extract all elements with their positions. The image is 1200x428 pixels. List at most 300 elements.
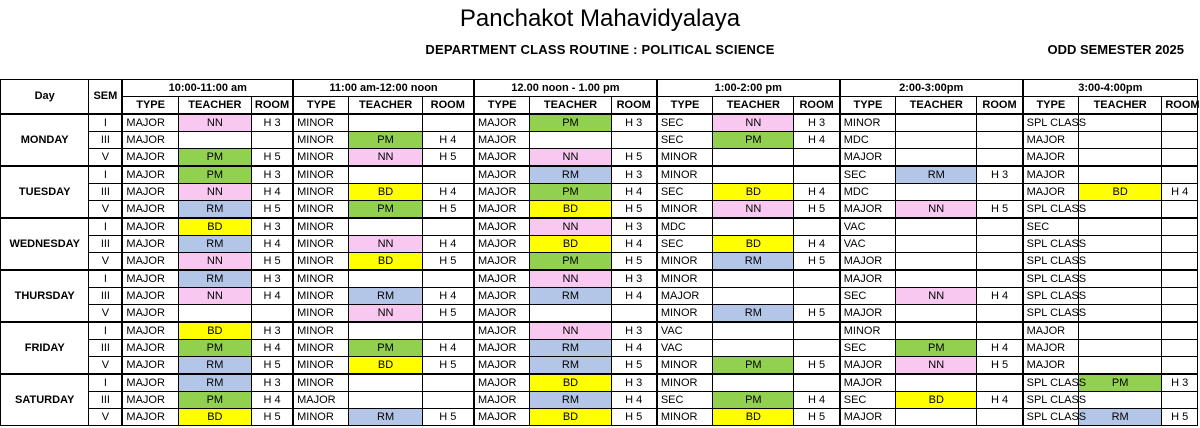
teacher-cell: NN — [713, 201, 794, 219]
type-cell: MINOR — [293, 166, 349, 184]
type-cell: MINOR — [840, 114, 896, 132]
type-cell: MAJOR — [122, 392, 178, 409]
teacher-column-header: TEACHER — [896, 97, 977, 115]
teacher-cell: PM — [713, 357, 794, 375]
type-cell: SEC — [657, 236, 713, 253]
type-cell: MAJOR — [474, 201, 530, 219]
room-cell: H 4 — [611, 340, 657, 357]
room-cell — [251, 132, 293, 149]
teacher-cell: BD — [713, 184, 794, 201]
room-cell: H 5 — [794, 357, 840, 375]
type-cell: MAJOR — [122, 184, 178, 201]
room-cell — [794, 288, 840, 305]
semester-label: ODD SEMESTER 2025 — [1047, 42, 1184, 57]
teacher-cell — [1079, 166, 1162, 184]
type-cell: MAJOR — [122, 218, 178, 236]
type-cell: MAJOR — [293, 392, 349, 409]
sem-column-header: SEM — [89, 80, 123, 115]
teacher-cell: NN — [896, 288, 977, 305]
day-label: SATURDAY — [1, 374, 89, 426]
type-cell: SPL CLASS — [1023, 288, 1079, 305]
room-cell: H 5 — [251, 149, 293, 167]
day-label: TUESDAY — [1, 166, 89, 218]
time-slot-header: 2:00-3:00pm — [840, 80, 1023, 97]
type-cell: MINOR — [657, 149, 713, 167]
room-cell: H 4 — [611, 184, 657, 201]
type-cell: MAJOR — [122, 201, 178, 219]
type-cell: VAC — [840, 218, 896, 236]
room-cell: H 4 — [251, 236, 293, 253]
table-row — [1, 149, 1198, 167]
room-cell: H 5 — [611, 253, 657, 271]
teacher-cell: PM — [178, 392, 251, 409]
room-cell: H 5 — [977, 201, 1023, 219]
teacher-cell: NN — [896, 357, 977, 375]
room-cell: H 3 — [794, 114, 840, 132]
room-cell — [977, 149, 1023, 167]
room-cell: H 4 — [422, 236, 474, 253]
routine-table — [0, 79, 1198, 426]
teacher-cell — [713, 149, 794, 167]
type-cell: MINOR — [293, 374, 349, 392]
teacher-cell — [530, 305, 611, 323]
type-cell: MAJOR — [840, 374, 896, 392]
sem-cell: V — [89, 253, 123, 271]
teacher-cell: BD — [349, 253, 422, 271]
room-cell — [1162, 270, 1198, 288]
teacher-cell: BD — [713, 236, 794, 253]
room-cell — [1162, 132, 1198, 149]
teacher-cell — [1079, 201, 1162, 219]
teacher-cell: PM — [530, 184, 611, 201]
page-title: Panchakot Mahavidyalaya — [459, 5, 741, 32]
room-cell: H 3 — [611, 322, 657, 340]
sem-cell: III — [89, 236, 123, 253]
type-column-header: TYPE — [1023, 97, 1079, 115]
type-cell: SEC — [657, 114, 713, 132]
teacher-cell — [349, 114, 422, 132]
teacher-cell — [713, 288, 794, 305]
room-cell: H 5 — [251, 357, 293, 375]
room-cell — [251, 305, 293, 323]
sem-cell: V — [89, 409, 123, 426]
teacher-column-header: TEACHER — [1079, 97, 1162, 115]
teacher-cell: BD — [713, 409, 794, 426]
teacher-cell — [349, 392, 422, 409]
teacher-cell: BD — [896, 392, 977, 409]
type-cell: MAJOR — [122, 340, 178, 357]
type-cell: MAJOR — [840, 357, 896, 375]
room-cell: H 5 — [422, 149, 474, 167]
type-cell: MAJOR — [122, 253, 178, 271]
type-cell: MINOR — [293, 357, 349, 375]
table-row — [1, 114, 1198, 132]
type-cell: MAJOR — [474, 236, 530, 253]
type-cell: VAC — [657, 340, 713, 357]
room-cell — [422, 166, 474, 184]
teacher-cell: NN — [178, 114, 251, 132]
type-cell: MAJOR — [474, 392, 530, 409]
type-cell: SEC — [840, 340, 896, 357]
room-cell — [422, 270, 474, 288]
teacher-cell — [349, 322, 422, 340]
type-cell: MAJOR — [1023, 184, 1079, 201]
sem-cell: III — [89, 184, 123, 201]
room-cell: H 3 — [611, 166, 657, 184]
room-cell: H 5 — [251, 409, 293, 426]
sem-cell: III — [89, 340, 123, 357]
table-row — [1, 392, 1198, 409]
type-cell: SPL CLASS — [1023, 374, 1079, 392]
type-cell: MAJOR — [840, 270, 896, 288]
type-cell: MAJOR — [474, 270, 530, 288]
teacher-cell: NN — [349, 149, 422, 167]
table-row — [1, 305, 1198, 323]
room-cell — [977, 270, 1023, 288]
teacher-cell: RM — [349, 288, 422, 305]
table-row — [1, 132, 1198, 149]
sem-cell: III — [89, 392, 123, 409]
room-cell — [794, 149, 840, 167]
room-cell — [977, 253, 1023, 271]
teacher-cell — [530, 132, 611, 149]
room-cell: H 3 — [977, 166, 1023, 184]
table-row — [1, 322, 1198, 340]
teacher-cell: NN — [896, 201, 977, 219]
teacher-cell: BD — [178, 409, 251, 426]
type-cell: MINOR — [657, 166, 713, 184]
teacher-cell — [1079, 149, 1162, 167]
room-cell: H 5 — [422, 357, 474, 375]
teacher-cell — [896, 149, 977, 167]
type-cell: SEC — [1023, 218, 1079, 236]
teacher-cell: BD — [349, 184, 422, 201]
header-row-columns — [1, 97, 1198, 115]
teacher-cell: NN — [178, 184, 251, 201]
room-cell — [1162, 340, 1198, 357]
room-cell: H 5 — [611, 409, 657, 426]
type-cell: SPL CLASS — [1023, 392, 1079, 409]
type-cell: MINOR — [293, 132, 349, 149]
room-cell — [611, 132, 657, 149]
type-column-header: TYPE — [840, 97, 896, 115]
room-cell: H 5 — [611, 357, 657, 375]
teacher-cell — [1079, 270, 1162, 288]
room-cell — [794, 340, 840, 357]
type-cell: MAJOR — [657, 288, 713, 305]
teacher-cell: NN — [713, 114, 794, 132]
day-column-header: Day — [1, 80, 89, 115]
teacher-cell: RM — [178, 236, 251, 253]
teacher-cell: NN — [530, 270, 611, 288]
room-column-header: ROOM — [611, 97, 657, 115]
teacher-cell: BD — [530, 201, 611, 219]
room-cell — [977, 409, 1023, 426]
room-cell — [1162, 305, 1198, 323]
type-cell: MAJOR — [474, 184, 530, 201]
teacher-cell — [349, 270, 422, 288]
teacher-cell — [896, 132, 977, 149]
type-cell: MAJOR — [122, 132, 178, 149]
room-cell: H 3 — [251, 114, 293, 132]
time-slot-header: 11:00 am-12:00 noon — [293, 80, 474, 97]
room-column-header: ROOM — [794, 97, 840, 115]
table-row — [1, 409, 1198, 426]
teacher-cell — [1079, 340, 1162, 357]
type-cell: MINOR — [293, 253, 349, 271]
type-cell: MAJOR — [122, 270, 178, 288]
room-cell: H 3 — [251, 270, 293, 288]
teacher-cell — [896, 218, 977, 236]
teacher-cell: RM — [178, 374, 251, 392]
type-column-header: TYPE — [657, 97, 713, 115]
room-cell — [1162, 357, 1198, 375]
type-cell: MAJOR — [122, 374, 178, 392]
room-cell — [977, 132, 1023, 149]
teacher-cell: RM — [530, 166, 611, 184]
type-cell: MAJOR — [122, 322, 178, 340]
type-column-header: TYPE — [293, 97, 349, 115]
day-label: WEDNESDAY — [1, 218, 89, 270]
table-row — [1, 270, 1198, 288]
teacher-cell: NN — [178, 288, 251, 305]
room-cell: H 4 — [794, 132, 840, 149]
room-cell: H 5 — [422, 305, 474, 323]
teacher-cell: PM — [1079, 374, 1162, 392]
room-cell: H 4 — [977, 288, 1023, 305]
teacher-cell — [349, 374, 422, 392]
type-cell: MDC — [840, 184, 896, 201]
type-column-header: TYPE — [474, 97, 530, 115]
type-cell: MAJOR — [122, 409, 178, 426]
room-cell: H 4 — [611, 392, 657, 409]
type-cell: MINOR — [293, 270, 349, 288]
sem-cell: I — [89, 166, 123, 184]
type-cell: MAJOR — [122, 305, 178, 323]
type-cell: SPL CLASS — [1023, 236, 1079, 253]
room-cell — [1162, 236, 1198, 253]
room-cell: H 4 — [251, 392, 293, 409]
room-cell: H 4 — [611, 288, 657, 305]
type-cell: SPL CLASS — [1023, 253, 1079, 271]
room-cell: H 4 — [611, 236, 657, 253]
room-cell — [977, 236, 1023, 253]
type-cell: SPL CLASS — [1023, 305, 1079, 323]
teacher-cell: RM — [713, 305, 794, 323]
type-cell: MAJOR — [1023, 340, 1079, 357]
room-cell: H 3 — [611, 218, 657, 236]
teacher-cell — [1079, 322, 1162, 340]
room-cell: H 5 — [794, 201, 840, 219]
room-cell: H 5 — [422, 201, 474, 219]
type-cell: MINOR — [657, 357, 713, 375]
room-cell — [611, 305, 657, 323]
teacher-cell — [713, 166, 794, 184]
teacher-cell — [713, 340, 794, 357]
teacher-cell: RM — [178, 201, 251, 219]
teacher-cell: RM — [178, 357, 251, 375]
type-cell: MAJOR — [840, 409, 896, 426]
type-cell: MAJOR — [474, 218, 530, 236]
type-cell: MINOR — [840, 322, 896, 340]
teacher-column-header: TEACHER — [349, 97, 422, 115]
teacher-cell: PM — [178, 166, 251, 184]
room-cell — [1162, 322, 1198, 340]
type-cell: MAJOR — [122, 149, 178, 167]
type-cell: MINOR — [293, 288, 349, 305]
room-cell — [977, 114, 1023, 132]
teacher-column-header: TEACHER — [178, 97, 251, 115]
teacher-cell — [896, 253, 977, 271]
room-column-header: ROOM — [1162, 97, 1198, 115]
room-cell — [1162, 114, 1198, 132]
type-cell: MAJOR — [474, 166, 530, 184]
teacher-cell — [178, 305, 251, 323]
type-cell: MAJOR — [1023, 322, 1079, 340]
teacher-cell: NN — [349, 305, 422, 323]
table-row — [1, 166, 1198, 184]
type-cell: MAJOR — [840, 253, 896, 271]
type-cell: MAJOR — [474, 340, 530, 357]
teacher-cell — [178, 132, 251, 149]
room-cell: H 5 — [251, 253, 293, 271]
room-cell — [794, 218, 840, 236]
teacher-cell — [896, 409, 977, 426]
type-cell: VAC — [840, 236, 896, 253]
type-cell: MAJOR — [122, 166, 178, 184]
type-cell: SPL CLASS — [1023, 114, 1079, 132]
teacher-cell — [1079, 253, 1162, 271]
teacher-cell: NN — [349, 236, 422, 253]
teacher-cell — [896, 236, 977, 253]
time-slot-header: 3:00-4:00pm — [1023, 80, 1198, 97]
room-cell: H 5 — [611, 149, 657, 167]
teacher-column-header: TEACHER — [713, 97, 794, 115]
type-cell: MINOR — [293, 149, 349, 167]
room-cell — [1162, 149, 1198, 167]
type-cell: MAJOR — [1023, 357, 1079, 375]
type-cell: SEC — [840, 166, 896, 184]
teacher-cell: PM — [530, 253, 611, 271]
type-cell: MAJOR — [122, 114, 178, 132]
type-cell: MINOR — [657, 270, 713, 288]
type-cell: SPL CLASS — [1023, 409, 1079, 426]
teacher-cell — [349, 218, 422, 236]
type-cell: MINOR — [657, 409, 713, 426]
type-cell: MINOR — [293, 305, 349, 323]
type-cell: MAJOR — [474, 132, 530, 149]
teacher-cell: RM — [530, 357, 611, 375]
type-cell: MDC — [657, 218, 713, 236]
type-cell: MINOR — [657, 305, 713, 323]
time-slot-header: 10:00-11:00 am — [122, 80, 293, 97]
table-row — [1, 374, 1198, 392]
type-cell: SEC — [657, 132, 713, 149]
type-cell: SEC — [657, 184, 713, 201]
room-cell — [422, 218, 474, 236]
sem-cell: V — [89, 149, 123, 167]
room-column-header: ROOM — [977, 97, 1023, 115]
teacher-cell: BD — [530, 374, 611, 392]
type-cell: MINOR — [293, 218, 349, 236]
page-subtitle: DEPARTMENT CLASS ROUTINE : POLITICAL SCIENCE — [425, 42, 775, 57]
day-label: FRIDAY — [1, 322, 89, 374]
type-cell: SEC — [840, 288, 896, 305]
teacher-cell: RM — [530, 288, 611, 305]
type-cell: SPL CLASS — [1023, 270, 1079, 288]
teacher-cell: PM — [178, 340, 251, 357]
teacher-cell: RM — [349, 409, 422, 426]
room-cell — [422, 374, 474, 392]
sem-cell: V — [89, 201, 123, 219]
teacher-cell — [349, 166, 422, 184]
type-cell: SPL CLASS — [1023, 201, 1079, 219]
teacher-cell — [1079, 357, 1162, 375]
room-cell — [1162, 201, 1198, 219]
room-cell: H 3 — [611, 374, 657, 392]
room-cell — [1162, 392, 1198, 409]
type-cell: MINOR — [657, 374, 713, 392]
sem-cell: I — [89, 114, 123, 132]
teacher-cell — [896, 322, 977, 340]
room-cell — [1162, 166, 1198, 184]
room-cell: H 5 — [251, 201, 293, 219]
room-cell — [794, 322, 840, 340]
teacher-cell — [896, 374, 977, 392]
room-cell — [794, 374, 840, 392]
teacher-cell: RM — [530, 392, 611, 409]
room-cell: H 3 — [251, 374, 293, 392]
type-cell: MINOR — [293, 114, 349, 132]
teacher-cell — [1079, 288, 1162, 305]
room-column-header: ROOM — [422, 97, 474, 115]
time-slot-header: 12.00 noon - 1.00 pm — [474, 80, 657, 97]
type-cell: MAJOR — [122, 357, 178, 375]
table-row — [1, 253, 1198, 271]
table-row — [1, 340, 1198, 357]
teacher-cell: BD — [178, 218, 251, 236]
teacher-cell — [896, 305, 977, 323]
type-cell: MINOR — [293, 184, 349, 201]
type-cell: MAJOR — [840, 149, 896, 167]
room-cell: H 4 — [251, 340, 293, 357]
type-cell: MAJOR — [474, 253, 530, 271]
room-cell: H 5 — [611, 201, 657, 219]
teacher-cell: RM — [713, 253, 794, 271]
teacher-cell: PM — [530, 114, 611, 132]
teacher-cell: PM — [713, 392, 794, 409]
teacher-cell — [1079, 305, 1162, 323]
table-row — [1, 288, 1198, 305]
teacher-cell: NN — [178, 253, 251, 271]
type-cell: MAJOR — [474, 149, 530, 167]
teacher-cell: BD — [530, 236, 611, 253]
teacher-cell — [713, 374, 794, 392]
teacher-cell: NN — [530, 149, 611, 167]
type-cell: MAJOR — [122, 236, 178, 253]
room-cell: H 4 — [251, 288, 293, 305]
type-cell: MINOR — [293, 409, 349, 426]
room-cell: H 4 — [422, 288, 474, 305]
room-cell: H 3 — [251, 166, 293, 184]
room-cell — [977, 374, 1023, 392]
type-cell: MAJOR — [840, 305, 896, 323]
room-cell: H 4 — [1162, 184, 1198, 201]
teacher-cell — [1079, 132, 1162, 149]
type-cell: SEC — [840, 392, 896, 409]
teacher-cell: PM — [349, 201, 422, 219]
teacher-cell: PM — [349, 340, 422, 357]
